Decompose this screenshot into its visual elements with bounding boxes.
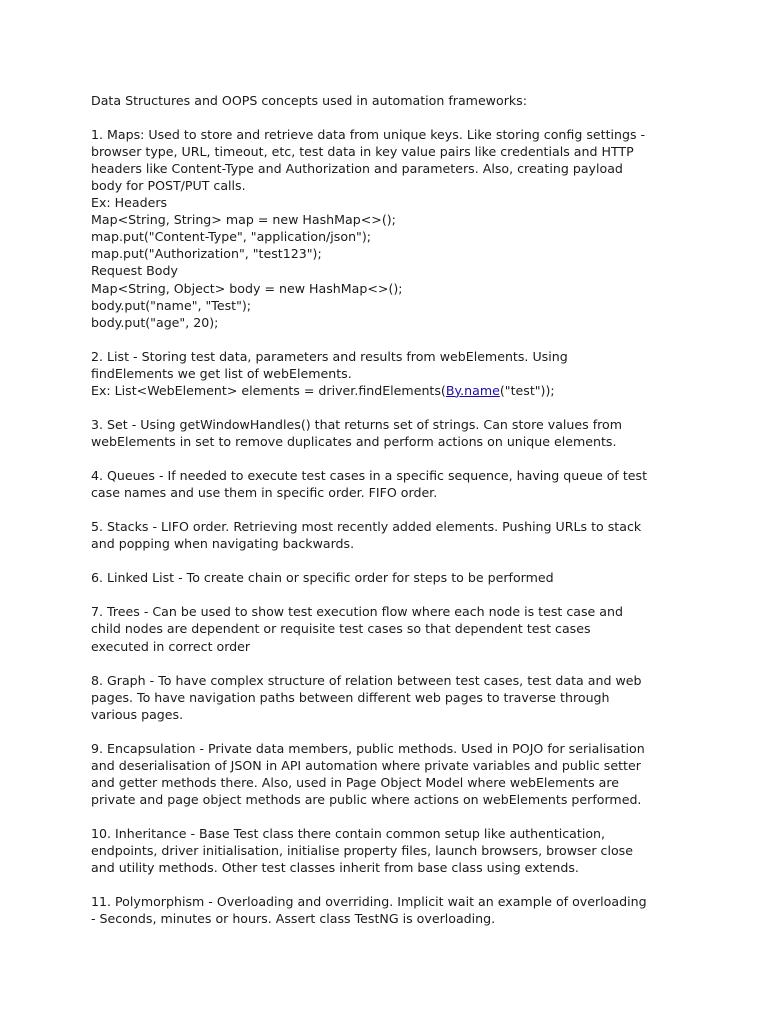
paragraph-line: private and page object methods are public where actions on webElements performed. (91, 791, 642, 807)
section-polymorphism (91, 893, 691, 927)
section-stacks (91, 518, 691, 552)
spacer (91, 501, 691, 518)
paragraph-line: endpoints, driver initialisation, initialise property files, launch browsers, browser close (91, 843, 633, 859)
code-line: map.put("Authorization", "test123"); (91, 246, 322, 262)
paragraph-line: and utility methods. Other test classes inherit from base class using extends. (91, 860, 579, 876)
section-trees (91, 603, 691, 654)
paragraph-line: - Seconds, minutes or hours. Assert class TestNG is overloading. (91, 911, 496, 927)
paragraph-line: various pages. (91, 706, 184, 722)
spacer (91, 655, 691, 672)
paragraph-line: Ex: Headers (91, 195, 168, 211)
paragraph-line: 9. Encapsulation - Private data members, public methods. Used in POJO for serialisation (91, 740, 645, 756)
section-linked-list (91, 569, 691, 586)
paragraph-line: 11. Polymorphism - Overloading and overriding. Implicit wait an example of overloading (91, 894, 647, 910)
section-graph (91, 672, 691, 723)
section-encapsulation (91, 740, 691, 808)
paragraph-line: case names and use them in specific order. FIFO order. (91, 485, 438, 501)
paragraph-line: webElements in set to remove duplicates and perform actions on unique elements. (91, 433, 617, 449)
section-maps (91, 126, 691, 331)
paragraph-line: 2. List - Storing test data, parameters and results from webElements. Using (91, 348, 568, 364)
code-line: Map<String, Object> body = new HashMap<>(); (91, 280, 403, 296)
spacer (91, 723, 691, 740)
paragraph-line: 3. Set - Using getWindowHandles() that returns set of strings. Can store values from (91, 416, 623, 432)
paragraph-line: executed in correct order (91, 638, 251, 654)
section-queues (91, 467, 691, 501)
paragraph-line: 10. Inheritance - Base Test class there contain common setup like authentication, (91, 826, 606, 842)
paragraph-line: body for POST/PUT calls. (91, 178, 246, 194)
document-title: Data Structures and OOPS concepts used in automation frameworks: (91, 93, 527, 108)
paragraph-line: 7. Trees - Can be used to show test execution flow where each node is test case and (91, 604, 623, 620)
paragraph-line: and deserialisation of JSON in API automation where private variables and public setter (91, 757, 641, 773)
section-set (91, 416, 691, 450)
code-line: Map<String, String> map = new HashMap<>(); (91, 212, 396, 228)
code-line: body.put("name", "Test"); (91, 297, 252, 313)
by-name-link[interactable]: By.name (445, 382, 500, 398)
spacer (91, 876, 691, 893)
code-line: map.put("Content-Type", "application/json"); (91, 229, 372, 245)
paragraph-line: 6. Linked List - To create chain or specific order for steps to be performed (91, 570, 554, 586)
paragraph-line: 5. Stacks - LIFO order. Retrieving most recently added elements. Pushing URLs to stack (91, 519, 642, 535)
code-line: body.put("age", 20); (91, 314, 219, 330)
document-page (91, 92, 691, 927)
paragraph-line: findElements we get list of webElements. (91, 365, 352, 381)
spacer (91, 586, 691, 603)
spacer (91, 552, 691, 569)
spacer (91, 450, 691, 467)
example-suffix: ("test")); (499, 382, 555, 398)
spacer (91, 331, 691, 348)
example-prefix: Ex: List<WebElement> elements = driver.findElements( (91, 382, 446, 398)
spacer (91, 399, 691, 416)
paragraph-line: headers like Content-Type and Authorization and parameters. Also, creating payload (91, 161, 623, 177)
paragraph-line: child nodes are dependent or requisite test cases so that dependent test cases (91, 621, 591, 637)
example-line (91, 382, 691, 399)
paragraph-line: and popping when navigating backwards. (91, 536, 355, 552)
spacer (91, 109, 691, 126)
section-inheritance (91, 825, 691, 876)
section-list (91, 348, 691, 399)
paragraph-line: 8. Graph - To have complex structure of relation between test cases, test data and web (91, 672, 642, 688)
paragraph-line: Request Body (91, 263, 178, 279)
paragraph-line: and getter methods there. Also, used in Page Object Model where webElements are (91, 774, 620, 790)
spacer (91, 808, 691, 825)
paragraph-line: 1. Maps: Used to store and retrieve data from unique keys. Like storing config settings - (91, 127, 646, 143)
paragraph-line: browser type, URL, timeout, etc, test data in key value pairs like credentials and HTTP (91, 144, 634, 160)
paragraph-line: 4. Queues - If needed to execute test cases in a specific sequence, having queue of test (91, 468, 648, 484)
paragraph-line: pages. To have navigation paths between different web pages to traverse through (91, 689, 610, 705)
